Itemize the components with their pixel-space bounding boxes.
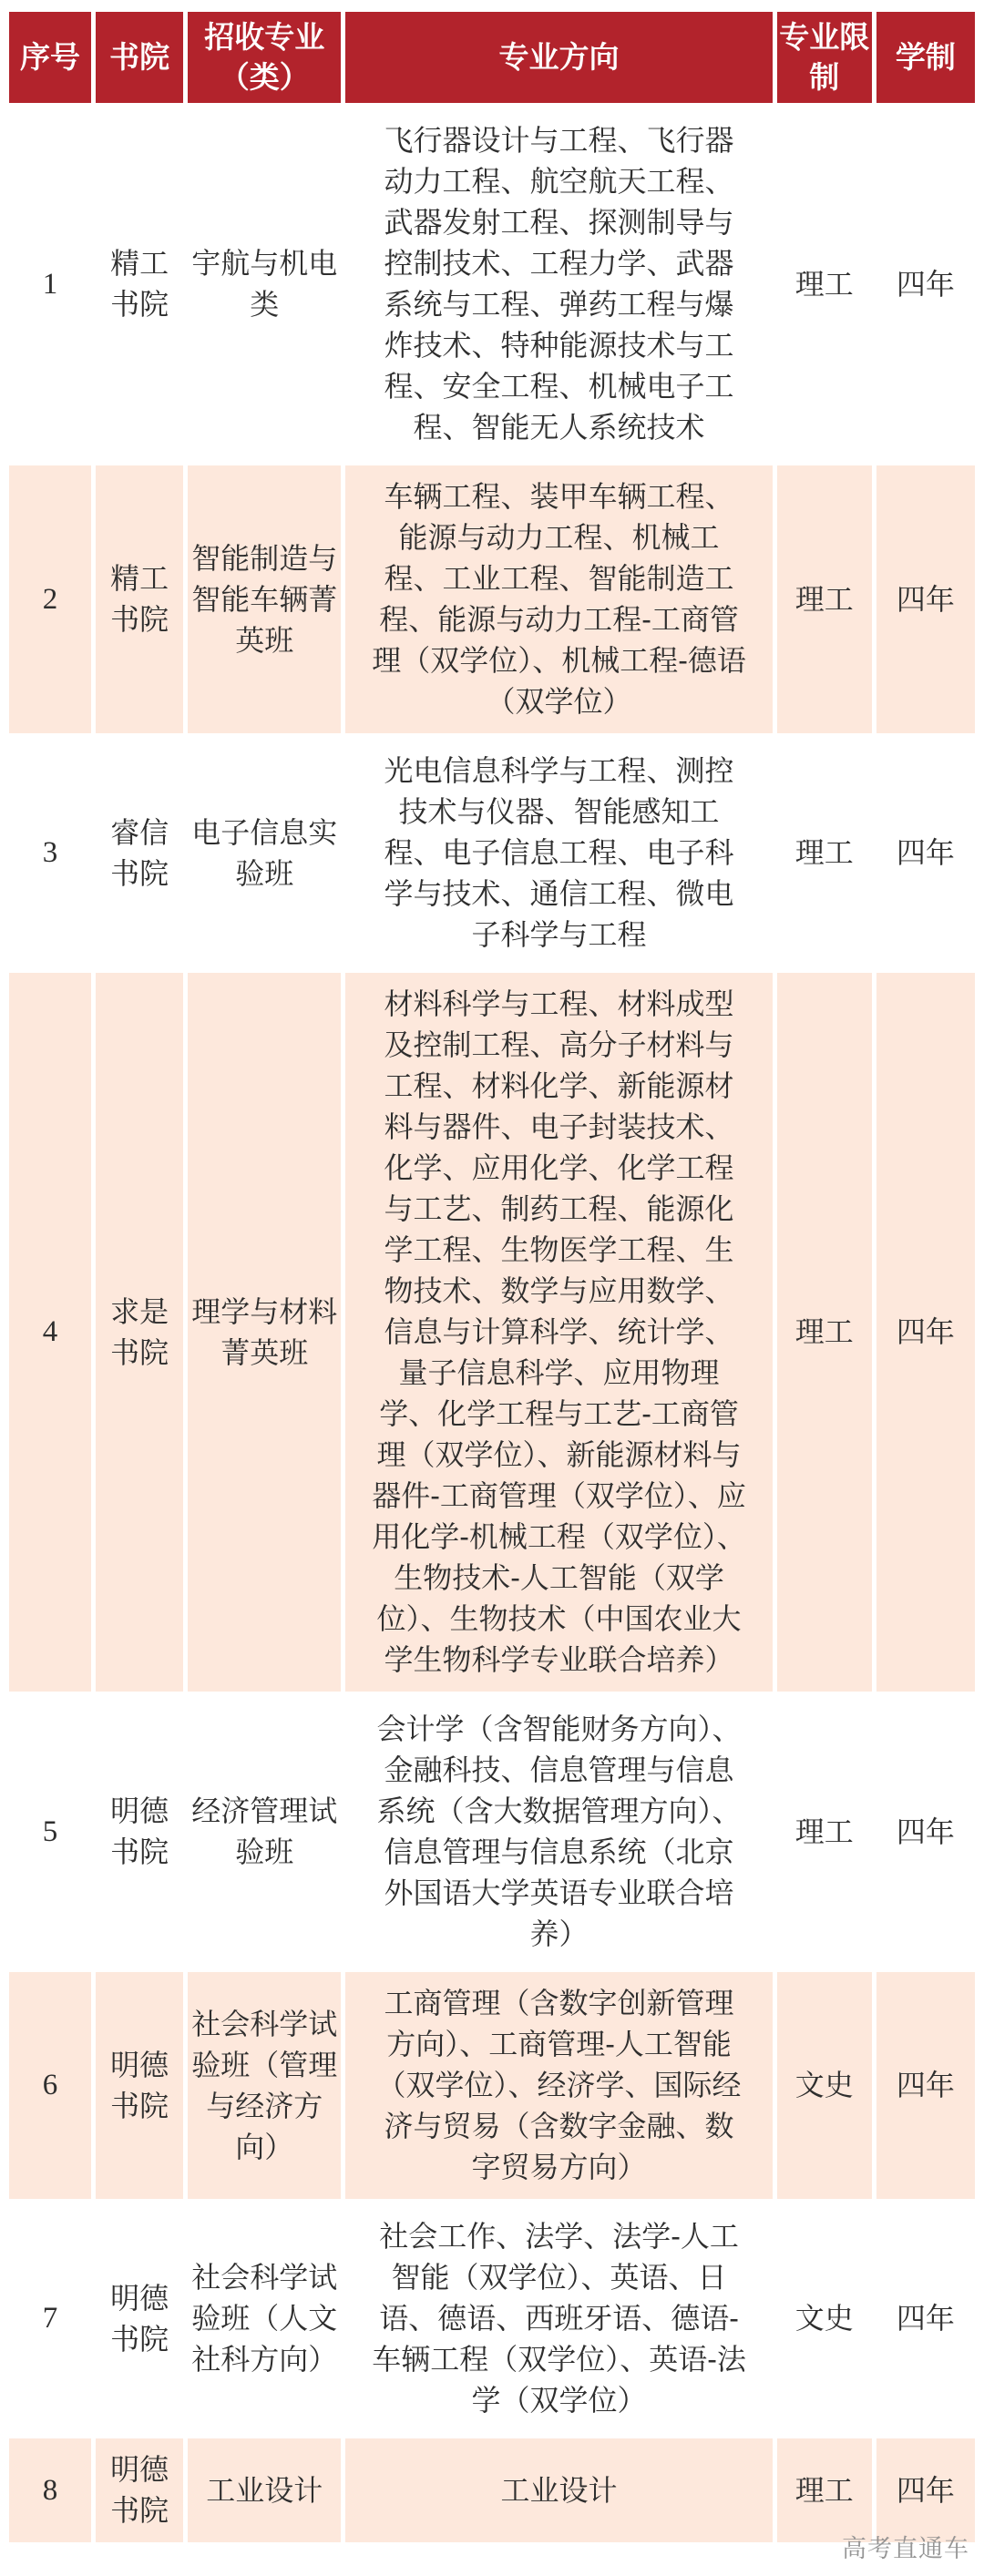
column-header-college: 书院 <box>96 12 183 103</box>
cell-major: 经济管理试验班 <box>188 1698 341 1966</box>
cell-major: 社会科学试验班（人文社科方向） <box>188 2205 341 2432</box>
cell-college: 精工书院 <box>96 109 183 459</box>
cell-college: 明德书院 <box>96 1698 183 1966</box>
cell-college: 明德书院 <box>96 1972 183 2199</box>
cell-college: 明德书院 <box>96 2438 183 2542</box>
cell-number: 6 <box>9 1972 91 2199</box>
cell-duration: 四年 <box>876 1698 975 1966</box>
cell-duration: 四年 <box>876 2438 975 2542</box>
header-row <box>9 12 975 103</box>
watermark: 高考直通车 <box>842 2535 969 2562</box>
table-row <box>9 465 975 733</box>
cell-directions: 会计学（含智能财务方向）、金融科技、信息管理与信息系统（含大数据管理方向）、信息管理与信息系统（北京外国语大学英语专业联合培养） <box>345 1698 772 1966</box>
cell-major: 智能制造与智能车辆菁英班 <box>188 465 341 733</box>
cell-directions: 车辆工程、装甲车辆工程、能源与动力工程、机械工程、工业工程、智能制造工程、能源与动力工程-工商管理（双学位）、机械工程-德语（双学位） <box>345 465 772 733</box>
cell-college: 睿信书院 <box>96 740 183 966</box>
cell-limit: 文史 <box>777 1972 872 2199</box>
cell-directions: 飞行器设计与工程、飞行器动力工程、航空航天工程、武器发射工程、探测制导与控制技术、工程力学、武器系统与工程、弹药工程与爆炸技术、特种能源技术与工程、安全工程、机械电子工程、智能无人系统技术 <box>345 109 772 459</box>
column-header-directions: 专业方向 <box>345 12 772 103</box>
cell-duration: 四年 <box>876 109 975 459</box>
cell-major: 工业设计 <box>188 2438 341 2542</box>
table-row <box>9 1698 975 1966</box>
cell-limit: 理工 <box>777 740 872 966</box>
table-row <box>9 2205 975 2432</box>
cell-limit: 文史 <box>777 2205 872 2432</box>
cell-college: 明德书院 <box>96 2205 183 2432</box>
cell-limit: 理工 <box>777 465 872 733</box>
cell-college: 求是书院 <box>96 973 183 1692</box>
cell-number: 1 <box>9 109 91 459</box>
cell-number: 4 <box>9 973 91 1692</box>
cell-major: 宇航与机电类 <box>188 109 341 459</box>
cell-limit: 理工 <box>777 1698 872 1966</box>
cell-directions: 工业设计 <box>345 2438 772 2542</box>
cell-limit: 理工 <box>777 109 872 459</box>
cell-directions: 工商管理（含数字创新管理方向）、工商管理-人工智能（双学位）、经济学、国际经济与贸易（含数字金融、数字贸易方向） <box>345 1972 772 2199</box>
cell-number: 3 <box>9 740 91 966</box>
cell-directions: 社会工作、法学、法学-人工智能（双学位）、英语、日语、德语、西班牙语、德语-车辆工程（双学位）、英语-法学（双学位） <box>345 2205 772 2432</box>
cell-duration: 四年 <box>876 1972 975 2199</box>
cell-number: 7 <box>9 2205 91 2432</box>
cell-directions: 光电信息科学与工程、测控技术与仪器、智能感知工程、电子信息工程、电子科学与技术、通信工程、微电子科学与工程 <box>345 740 772 966</box>
cell-duration: 四年 <box>876 465 975 733</box>
column-header-limit: 专业限制 <box>777 12 872 103</box>
admissions-table <box>5 5 979 2549</box>
cell-number: 2 <box>9 465 91 733</box>
table-row <box>9 973 975 1692</box>
table-row <box>9 1972 975 2199</box>
table-row <box>9 2438 975 2542</box>
cell-number: 8 <box>9 2438 91 2542</box>
cell-duration: 四年 <box>876 740 975 966</box>
cell-major: 社会科学试验班（管理与经济方向） <box>188 1972 341 2199</box>
cell-limit: 理工 <box>777 2438 872 2542</box>
column-header-number: 序号 <box>9 12 91 103</box>
cell-limit: 理工 <box>777 973 872 1692</box>
cell-major: 理学与材料菁英班 <box>188 973 341 1692</box>
cell-number: 5 <box>9 1698 91 1966</box>
cell-major: 电子信息实验班 <box>188 740 341 966</box>
cell-duration: 四年 <box>876 973 975 1692</box>
cell-directions: 材料科学与工程、材料成型及控制工程、高分子材料与工程、材料化学、新能源材料与器件、电子封装技术、化学、应用化学、化学工程与工艺、制药工程、能源化学工程、生物医学工程、生物技术、数学与应用数学、信息与计算科学、统计学、量子信息科学、应用物理学、化学工程与工艺-工商管理（双学位）、新能源材料与器件-工商管理（双学位）、应用化学-机械工程（双学位）、生物技术-人工智能（双学位）、生物技术（中国农业大学生物科学专业联合培养） <box>345 973 772 1692</box>
cell-duration: 四年 <box>876 2205 975 2432</box>
table-row <box>9 740 975 966</box>
cell-college: 精工书院 <box>96 465 183 733</box>
table-row <box>9 109 975 459</box>
column-header-duration: 学制 <box>876 12 975 103</box>
column-header-major: 招收专业（类） <box>188 12 341 103</box>
